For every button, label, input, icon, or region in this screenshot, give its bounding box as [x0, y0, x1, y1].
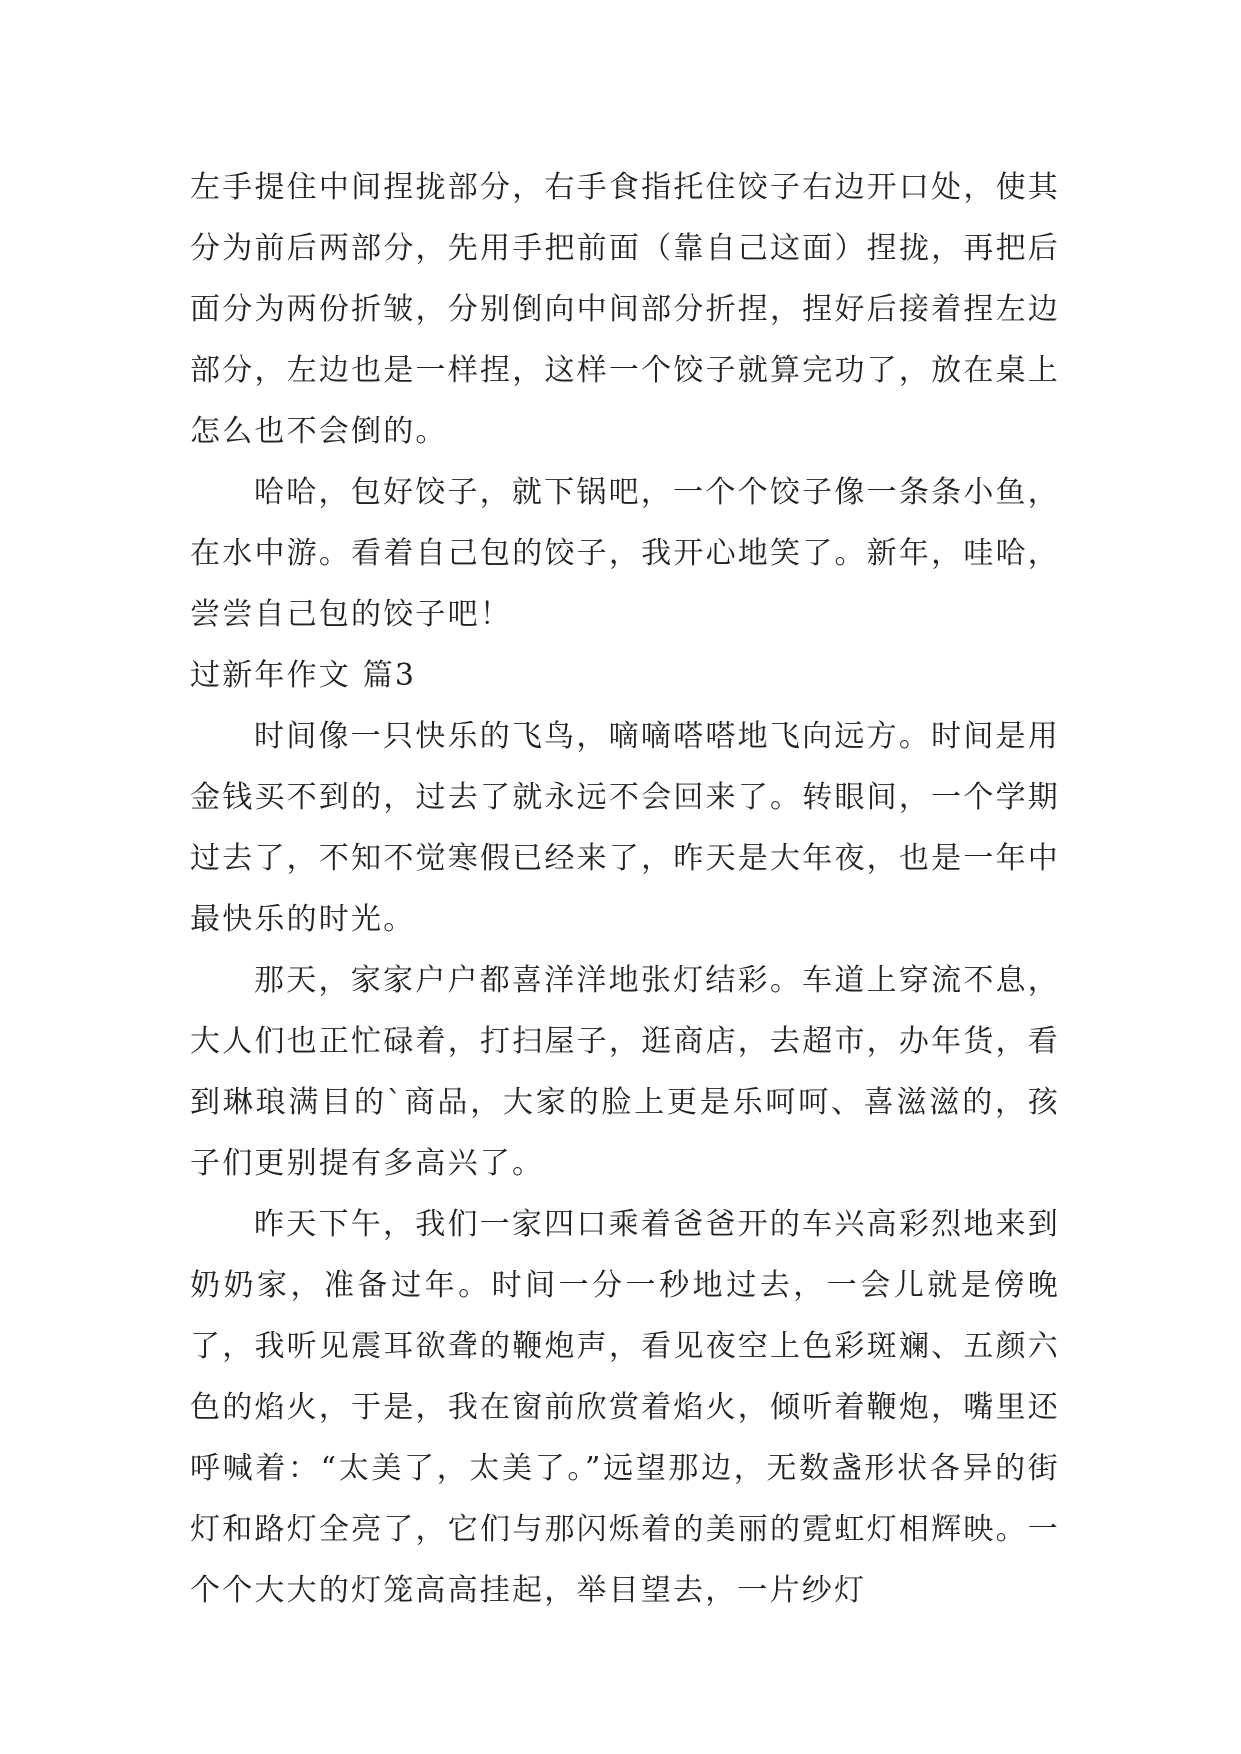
paragraph-grandma-house: 昨天下午，我们一家四口乘着爸爸开的车兴高彩烈地来到奶奶家，准备过年。时间一分一秒地过去，一会儿就是傍晚了，我听见震耳欲聋的鞭炮声，看见夜空上色彩斑斓、五颜六色的焰火，于是，我在窗前欣赏着焰火，倾听着鞭炮，嘴里还呼喊着：“太美了，太美了。”远望那边，无数盏形状各异的街灯和路灯全亮了，它们与那闪烁着的美丽的霓虹灯相辉映。一个个大大的灯笼高高挂起，举目望去，一片纱灯: [190, 1207, 1060, 1608]
section-heading: 过新年作文 篇3: [190, 658, 417, 693]
paragraph-dumpling-folding: 左手提住中间捏拢部分，右手食指托住饺子右边开口处，使其分为前后两部分，先用手把前面（靠自己这面）捏拢，再把后面分为两份折皱，分别倒向中间部分折捏，捏好后接着捏左边部分，左边也是一样捏，这样一个饺子就算完功了，放在桌上怎么也不会倒的。: [190, 170, 1060, 449]
paragraph-festive-day: 那天，家家户户都喜洋洋地张灯结彩。车道上穿流不息，大人们也正忙碌着，打扫屋子，逛商店，去超市，办年货，看到琳琅满目的`商品，大家的脸上更是乐呵呵、喜滋滋的，孩子们更别提有多高兴了。: [190, 963, 1060, 1181]
document-page: [190, 157, 1060, 1621]
paragraph-cooking-dumplings: 哈哈，包好饺子，就下锅吧，一个个饺子像一条条小鱼，在水中游。看着自己包的饺子，我开心地笑了。新年，哇哈，尝尝自己包的饺子吧！: [190, 475, 1060, 632]
paragraph-time-flies: 时间像一只快乐的飞鸟，嘀嘀嗒嗒地飞向远方。时间是用金钱买不到的，过去了就永远不会回来了。转眼间，一个学期过去了，不知不觉寒假已经来了，昨天是大年夜，也是一年中最快乐的时光。: [190, 719, 1060, 937]
